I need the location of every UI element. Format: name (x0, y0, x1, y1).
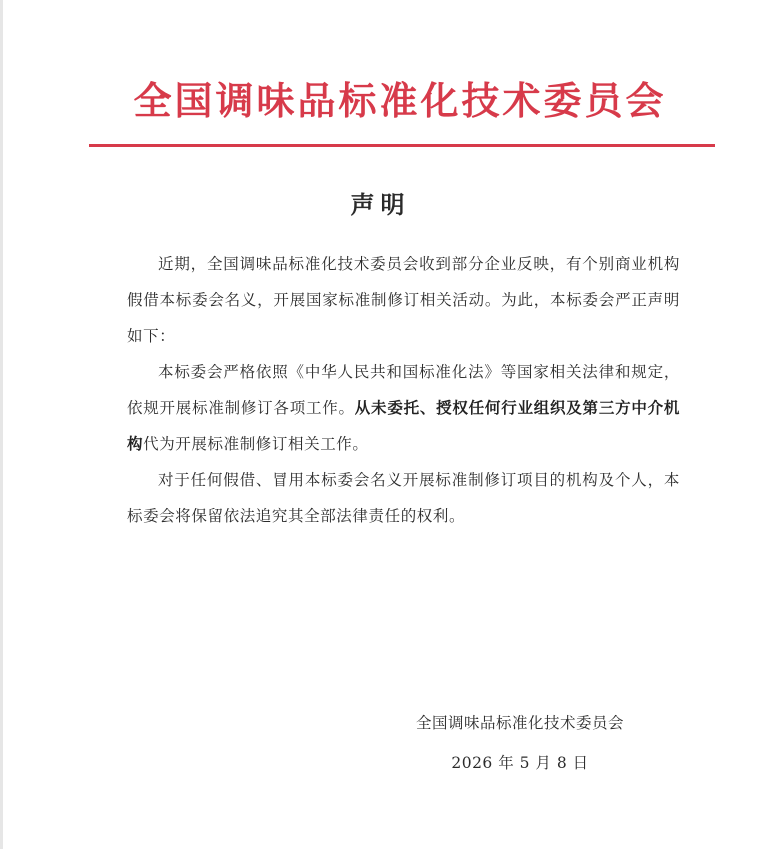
paragraph-3-text: 对于任何假借、冒用本标委会名义开展标准制修订项目的机构及个人，本标委会将保留依法追究其全部法律责任的权利。 (127, 471, 680, 525)
paragraph-2-emphasis: 从未委托、授权任何行业组织及第三方中介机构 (127, 399, 680, 453)
signature-date: 2026 年 5 月 8 日 (451, 754, 589, 772)
paragraph-3 (127, 462, 680, 534)
paragraph-2-text-end: 代为开展标准制修订相关工作。 (143, 435, 369, 453)
paragraph-1 (127, 246, 680, 354)
paragraph-2-text: 本标委会严格依照《中华人民共和国标准化法》等国家相关法律和规定，依规开展标准制修订各项工作。 (127, 363, 680, 417)
letterhead-divider (89, 144, 715, 147)
document-body (127, 246, 680, 534)
document-title: 声明 (350, 191, 411, 219)
page-edge (0, 0, 3, 849)
letterhead-org-name: 全国调味品标准化技术委员会 (133, 79, 667, 123)
paragraph-2 (127, 354, 680, 462)
signature-org: 全国调味品标准化技术委员会 (415, 714, 624, 732)
signature-block (380, 703, 660, 783)
paragraph-1-text: 近期，全国调味品标准化技术委员会收到部分企业反映，有个别商业机构假借本标委会名义，开展国家标准制修订相关活动。为此，本标委会严正声明如下： (127, 255, 680, 345)
